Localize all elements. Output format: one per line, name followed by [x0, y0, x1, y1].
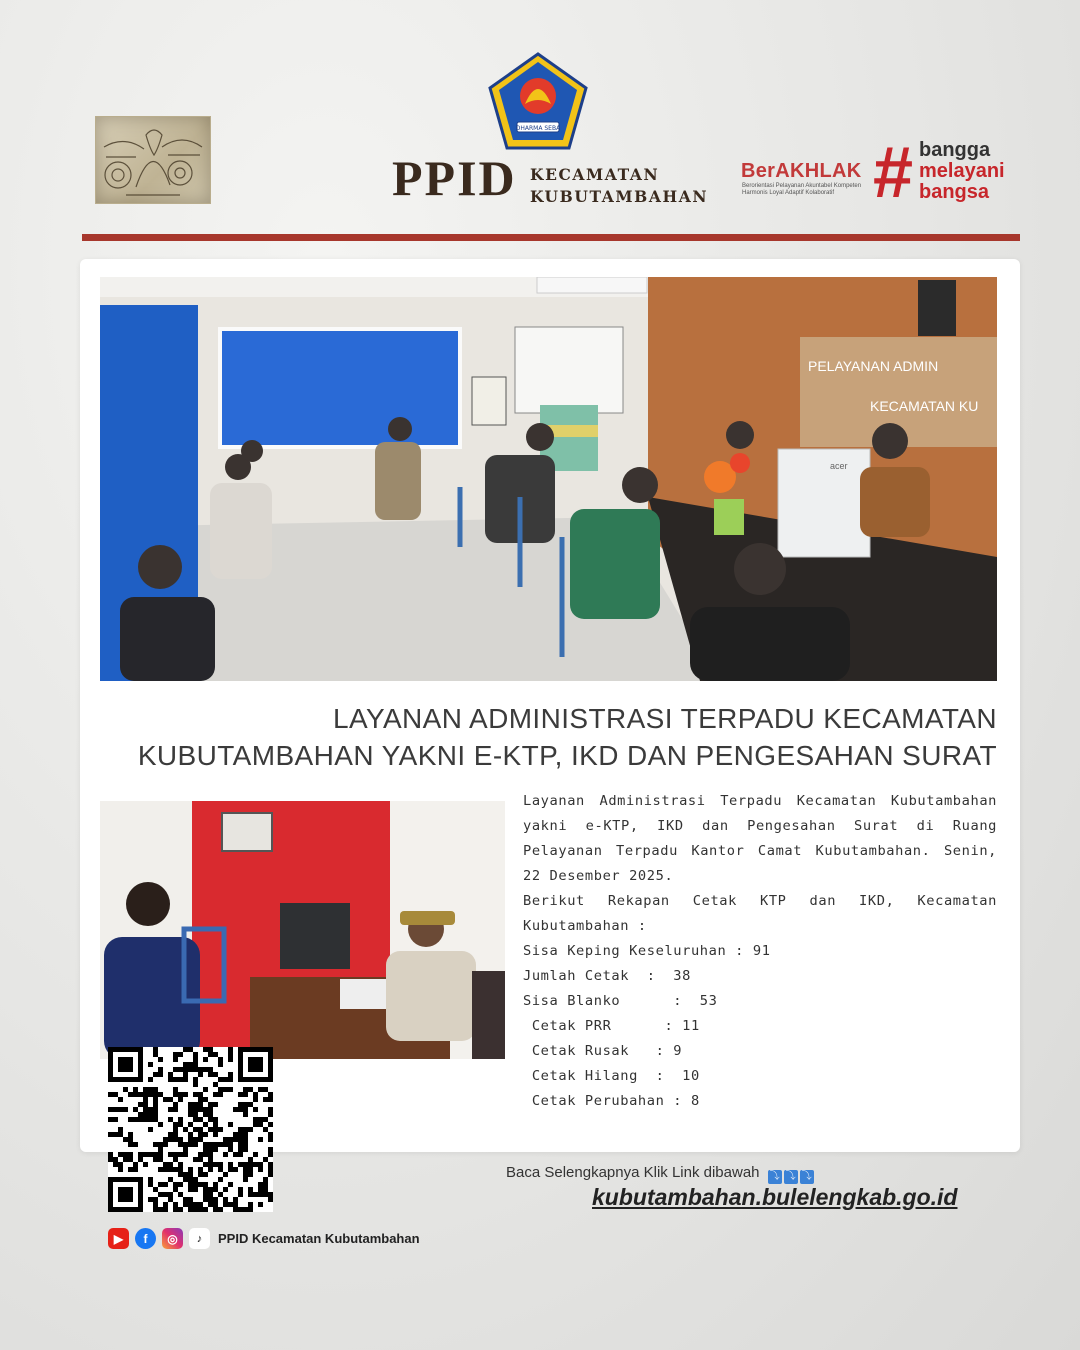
qr-code[interactable] [108, 1047, 273, 1212]
secondary-photo [100, 801, 505, 1059]
arrow-down-icon: ⤵ [785, 1171, 796, 1182]
engraving-image [95, 116, 211, 204]
melayani-word: melayani [919, 160, 1005, 182]
svg-text:DHARMA SEBA: DHARMA SEBA [515, 125, 561, 132]
ppid-subtitle-line1: KECAMATAN [530, 165, 660, 184]
down-arrows-icon [768, 1170, 814, 1184]
arrow-down-icon: ⤵ [769, 1171, 780, 1182]
main-photo [100, 277, 997, 681]
tiktok-icon[interactable]: ♪ [189, 1228, 210, 1249]
header-divider [82, 234, 1020, 241]
berakhlak-logo: BerAKHLAK [741, 160, 862, 182]
ppid-subtitle-line2: KUBUTAMBAHAN [530, 187, 709, 206]
stat-sisa-keping: Sisa Keping Keseluruhan : 91 [523, 943, 771, 959]
website-link[interactable]: kubutambahan.bulelengkab.go.id [592, 1184, 958, 1210]
article-body [523, 789, 997, 1114]
qr-pattern [108, 1047, 273, 1212]
youtube-icon[interactable]: ▶ [108, 1228, 129, 1249]
ppid-subtitle [530, 164, 708, 208]
read-more-row [506, 1164, 814, 1184]
stat-cetak-prr: Cetak PRR : 11 [523, 1018, 700, 1034]
ppid-title: PPID [392, 150, 517, 206]
bangga-hash-logo: # [873, 133, 914, 213]
arrow-down-icon: ⤵ [801, 1171, 812, 1182]
svg-text:acer: acer [830, 461, 848, 471]
stat-sisa-blanko: Sisa Blanko : 53 [523, 993, 718, 1009]
svg-text:KECAMATAN KU: KECAMATAN KU [870, 398, 979, 414]
article-headline: LAYANAN ADMINISTRASI TERPADU KECAMATAN KUBUTAMBAHAN YAKNI E-KTP, IKD DAN PENGESAHAN SURAT [137, 703, 997, 771]
stat-cetak-rusak: Cetak Rusak : 9 [523, 1043, 683, 1059]
article-paragraph-1: Layanan Administrasi Terpadu Kecamatan Kubutambahan yakni e-KTP, IKD dan Pengesahan Surat di Ruang Pelayanan Terpadu Kantor Camat Kubutambahan. Senin, 22 Desember 2025. [523, 793, 997, 884]
social-account-label: PPID Kecamatan Kubutambahan [218, 1231, 420, 1246]
stat-cetak-hilang: Cetak Hilang : 10 [523, 1068, 700, 1084]
stat-jumlah-cetak: Jumlah Cetak : 38 [523, 968, 691, 984]
bangsa-word: bangsa [919, 181, 990, 203]
social-row [108, 1228, 420, 1249]
facebook-icon[interactable]: f [135, 1228, 156, 1249]
crest-logo [487, 52, 589, 152]
berakhlak-tagline: Berorientasi Pelayanan Akuntabel Kompeten Harmonis Loyal Adaptif Kolaboratif [742, 183, 862, 196]
article-paragraph-2: Berikut Rekapan Cetak KTP dan IKD, Kecamatan Kubutambahan : [523, 893, 997, 934]
stat-cetak-perubahan: Cetak Perubahan : 8 [523, 1093, 700, 1109]
svg-text:PELAYANAN ADMIN: PELAYANAN ADMIN [808, 358, 939, 374]
read-more-text: Baca Selengkapnya Klik Link dibawah [506, 1164, 760, 1181]
instagram-icon[interactable]: ◎ [162, 1228, 183, 1249]
bangga-melayani-bangsa-logo [919, 140, 1005, 203]
bangga-word: bangga [919, 139, 991, 161]
